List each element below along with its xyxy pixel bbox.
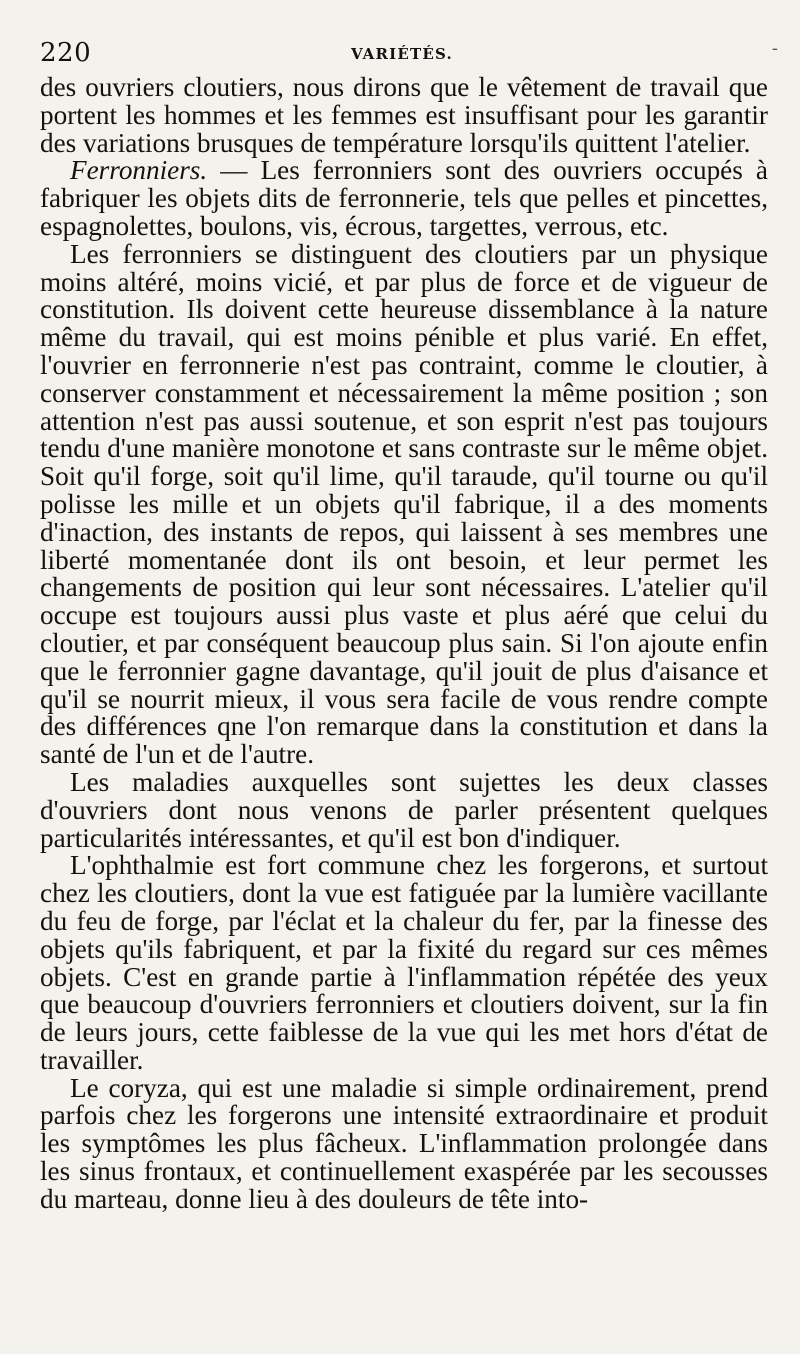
page-header xyxy=(40,38,778,74)
book-page xyxy=(40,38,778,1338)
header-mark: - xyxy=(771,38,778,59)
paragraph: Les maladies auxquelles sont sujettes les deux classes d'ouvriers dont nous venons de parler présentent quelques particularités intéressantes, et qu'il est bon d'indiquer. xyxy=(40,766,768,853)
paragraph: Le coryza, qui est une maladie si simple ordinairement, prend parfois chez les forgerons une intensité extraordinaire et produit les symptômes les plus fâcheux. L'inflammation prolongée dans les sinus frontaux, et continuellement exaspérée par les secousses du marteau, donne lieu à des douleurs de tête into- xyxy=(40,1072,768,1214)
running-head: VARIÉTÉS. xyxy=(351,45,453,63)
page-number: 220 xyxy=(40,38,92,68)
paragraph: Les ferronniers se distinguent des cloutiers par un physique moins altéré, moins vicié, et par plus de force et de vigueur de constitution. Ils doivent cette heureuse dissemblance à la nature même du travail, qui est moins pénible et plus varié. En effet, l'ouvrier en ferronnerie n'est pas contraint, comme le cloutier, à conserver constamment et nécessairement la même position ; son attention n'est pas aussi soutenue, et son esprit n'est pas toujours tendu d'une manière monotone et sans contraste sur le même objet. Soit qu'il forge, soit qu'il lime, qu'il taraude, qu'il tourne ou qu'il polisse les mille et un objets qu'il fabrique, il a des moments d'inaction, des instants de repos, qui laissent à ses membres une liberté momentanée dont ils ont besoin, et leur permet les changements de position qui leur sont nécessaires. L'atelier qu'il occupe est toujours aussi plus vaste et plus aéré que celui du cloutier, et par conséquent beaucoup plus sain. Si l'on ajoute enfin que le ferronnier gagne davantage, qu'il jouit de plus d'aisance et qu'il se nourrit mieux, il vous sera facile de vous rendre compte des différences qne l'on remarque dans la constitution et dans la santé de l'un et de l'autre. xyxy=(40,238,768,770)
body-text xyxy=(40,74,768,1214)
paragraph-text: — Les ferronniers sont des ouvriers occupés à fabriquer les objets dits de ferronnerie, tels que pelles et pincettes, espagnolettes, boulons, vis, écrous, targettes, verrous, etc. xyxy=(40,155,768,241)
paragraph-continued: des ouvriers cloutiers, nous dirons que le vêtement de travail que portent les hommes et les femmes est insuffisant pour les garantir des variations brusques de température lorsqu'ils quittent l'atelier. xyxy=(40,72,768,158)
paragraph-ferronniers xyxy=(40,157,768,240)
paragraph: L'ophthalmie est fort commune chez les forgerons, et surtout chez les cloutiers, dont la vue est fatiguée par la lumière vacillante du feu de forge, par l'éclat et la chaleur du fer, par la finesse des objets qu'ils fabriquent, et par la fixité du regard sur ces mêmes objets. C'est en grande partie à l'inflammation répétée des yeux que beaucoup d'ouvriers ferronniers et cloutiers doivent, sur la fin de leurs jours, cette faiblesse de la vue qui les met hors d'état de travailler. xyxy=(40,850,768,1075)
section-run-in-heading: Ferronniers. xyxy=(70,155,208,186)
